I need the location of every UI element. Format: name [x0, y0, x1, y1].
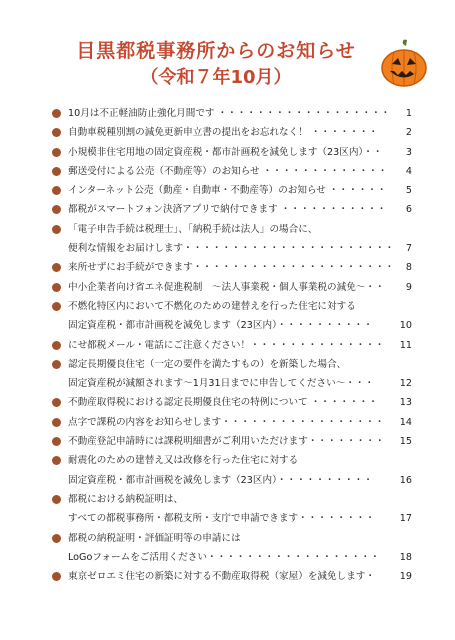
toc-entry-text: インターネット公売（動産・自動車・不動産等）のお知らせ ・・・・・・	[68, 185, 387, 197]
toc-entry	[52, 162, 412, 181]
table-of-contents	[52, 104, 412, 586]
toc-entry	[52, 336, 412, 355]
bullet-icon	[52, 186, 61, 195]
toc-page-number: 1	[405, 108, 412, 119]
toc-entry-text: 便利な情報をお届けします・・・・・・・・・・・・・・・・・・・・・・	[68, 243, 395, 255]
toc-entry	[52, 123, 412, 142]
toc-entry-text: 東京ゼロエミ住宅の新築に対する不動産取得税（家屋）を減免します・	[68, 571, 375, 583]
toc-entry	[52, 529, 412, 548]
toc-entry	[52, 200, 412, 219]
toc-page-number: 6	[405, 204, 412, 216]
toc-entry	[52, 413, 412, 432]
page-subtitle: （令和７年10月）	[140, 67, 292, 88]
bullet-icon	[52, 418, 61, 427]
toc-entry-text: 不燃化特区内において不燃化のための建替えを行った住宅に対する	[68, 300, 356, 312]
toc-entry	[52, 374, 412, 393]
toc-entry-text: 自動車税種別割の減免更新申立書の提出をお忘れなく！ ・・・・・・・	[68, 127, 379, 139]
toc-entry	[52, 509, 412, 528]
toc-entry	[52, 567, 412, 586]
bullet-icon	[52, 360, 61, 369]
toc-entry-text: すべての都税事務所・都税支所・支庁で申請できます・・・・・・・・	[68, 513, 375, 525]
bullet-icon	[52, 456, 61, 465]
toc-page-number: 13	[399, 397, 412, 409]
toc-entry	[52, 104, 412, 123]
toc-entry-text: 都税がスマートフォン決済アプリで納付できます ・・・・・・・・・・・	[68, 204, 387, 216]
toc-entry-text: にせ都税メール・電話にご注意ください！・・・・・・・・・・・・・・	[68, 339, 385, 351]
toc-entry-text: 「電子申告手続は税理士」、「納税手続は法人」の場合に、	[68, 223, 318, 235]
toc-page-number: 2	[405, 127, 412, 139]
header	[0, 36, 455, 96]
toc-page-number: 7	[405, 243, 412, 255]
toc-page-number: 12	[399, 378, 412, 390]
toc-entry-text: 固定資産税・都市計画税を減免します（23区内）・・・・・・・・・・	[68, 474, 373, 486]
bullet-icon	[52, 572, 61, 581]
toc-entry	[52, 355, 412, 374]
toc-entry	[52, 239, 412, 258]
toc-entry-text: 都税における納税証明は、	[68, 493, 184, 505]
toc-entry-text: 固定資産税が減額されます～1月31日までに申告してください～・・・	[68, 378, 375, 390]
toc-entry-text: LoGoフォームをご活用ください・・・・・・・・・・・・・・・・・・	[68, 551, 380, 563]
toc-page-number: 10	[399, 320, 412, 332]
bullet-icon	[52, 534, 61, 543]
toc-entry	[52, 432, 412, 451]
toc-entry	[52, 297, 412, 316]
bullet-icon	[52, 148, 61, 157]
toc-entry-text: 中小企業者向け省エネ促進税制 ～法人事業税・個人事業税の減免～・・	[68, 281, 385, 293]
toc-page-number: 4	[405, 165, 412, 177]
toc-entry-text: 来所せずにお手続ができます・・・・・・・・・・・・・・・・・・・・・	[68, 262, 395, 274]
toc-entry	[52, 393, 412, 412]
toc-entry-text: 都税の納税証明・評価証明等の申請には	[68, 532, 241, 544]
bullet-icon	[52, 109, 61, 118]
jack-o-lantern-icon	[380, 38, 428, 88]
bullet-icon	[52, 205, 61, 214]
toc-entry	[52, 451, 412, 470]
bullet-icon	[52, 302, 61, 311]
toc-page-number: 17	[399, 513, 412, 525]
toc-page-number: 5	[405, 185, 412, 197]
bullet-icon	[52, 167, 61, 176]
bullet-icon	[52, 495, 61, 504]
toc-page-number: 15	[399, 436, 412, 448]
toc-entry	[52, 548, 412, 567]
toc-entry-text: 認定長期優良住宅（一定の要件を満たすもの）を新築した場合、	[68, 358, 347, 370]
toc-entry	[52, 471, 412, 490]
toc-entry	[52, 258, 412, 277]
toc-entry-text: 10月は不正軽油防止強化月間です ・・・・・・・・・・・・・・・・・・	[68, 108, 391, 119]
toc-entry-text: 点字で課税の内容をお知らせします・・・・・・・・・・・・・・・・・	[68, 416, 385, 428]
toc-page-number: 11	[399, 339, 412, 351]
bullet-icon	[52, 283, 61, 292]
toc-page-number: 3	[405, 146, 412, 158]
toc-page-number: 16	[399, 474, 412, 486]
toc-page-number: 14	[399, 416, 412, 428]
toc-entry	[52, 220, 412, 239]
toc-entry-text: 不動産登記申請時には課税明細書がご利用いただけます・・・・・・・・	[68, 436, 385, 448]
bullet-icon	[52, 263, 61, 272]
toc-page-number: 8	[405, 262, 412, 274]
toc-entry	[52, 316, 412, 335]
bullet-icon	[52, 437, 61, 446]
toc-page-number: 18	[399, 551, 412, 563]
toc-entry-text: 固定資産税・都市計画税を減免します（23区内）・・・・・・・・・・	[68, 320, 373, 332]
bullet-icon	[52, 398, 61, 407]
toc-page-number: 9	[405, 281, 412, 293]
bullet-icon	[52, 225, 61, 234]
toc-entry	[52, 490, 412, 509]
toc-entry-text: 不動産取得税における認定長期優良住宅の特例について ・・・・・・・	[68, 397, 378, 409]
bullet-icon	[52, 128, 61, 137]
toc-entry-text: 小規模非住宅用地の固定資産税・都市計画税を減免します（23区内）・・	[68, 146, 383, 158]
toc-entry	[52, 143, 412, 162]
toc-entry	[52, 278, 412, 297]
toc-entry	[52, 181, 412, 200]
page-title: 目黒都税事務所からのお知らせ	[76, 40, 356, 62]
toc-entry-text: 郵送受付による公売（不動産等）のお知らせ ・・・・・・・・・・・・・	[68, 165, 388, 177]
bullet-icon	[52, 341, 61, 350]
toc-entry-text: 耐震化のための建替え又は改修を行った住宅に対する	[68, 455, 299, 467]
toc-page-number: 19	[399, 571, 412, 583]
